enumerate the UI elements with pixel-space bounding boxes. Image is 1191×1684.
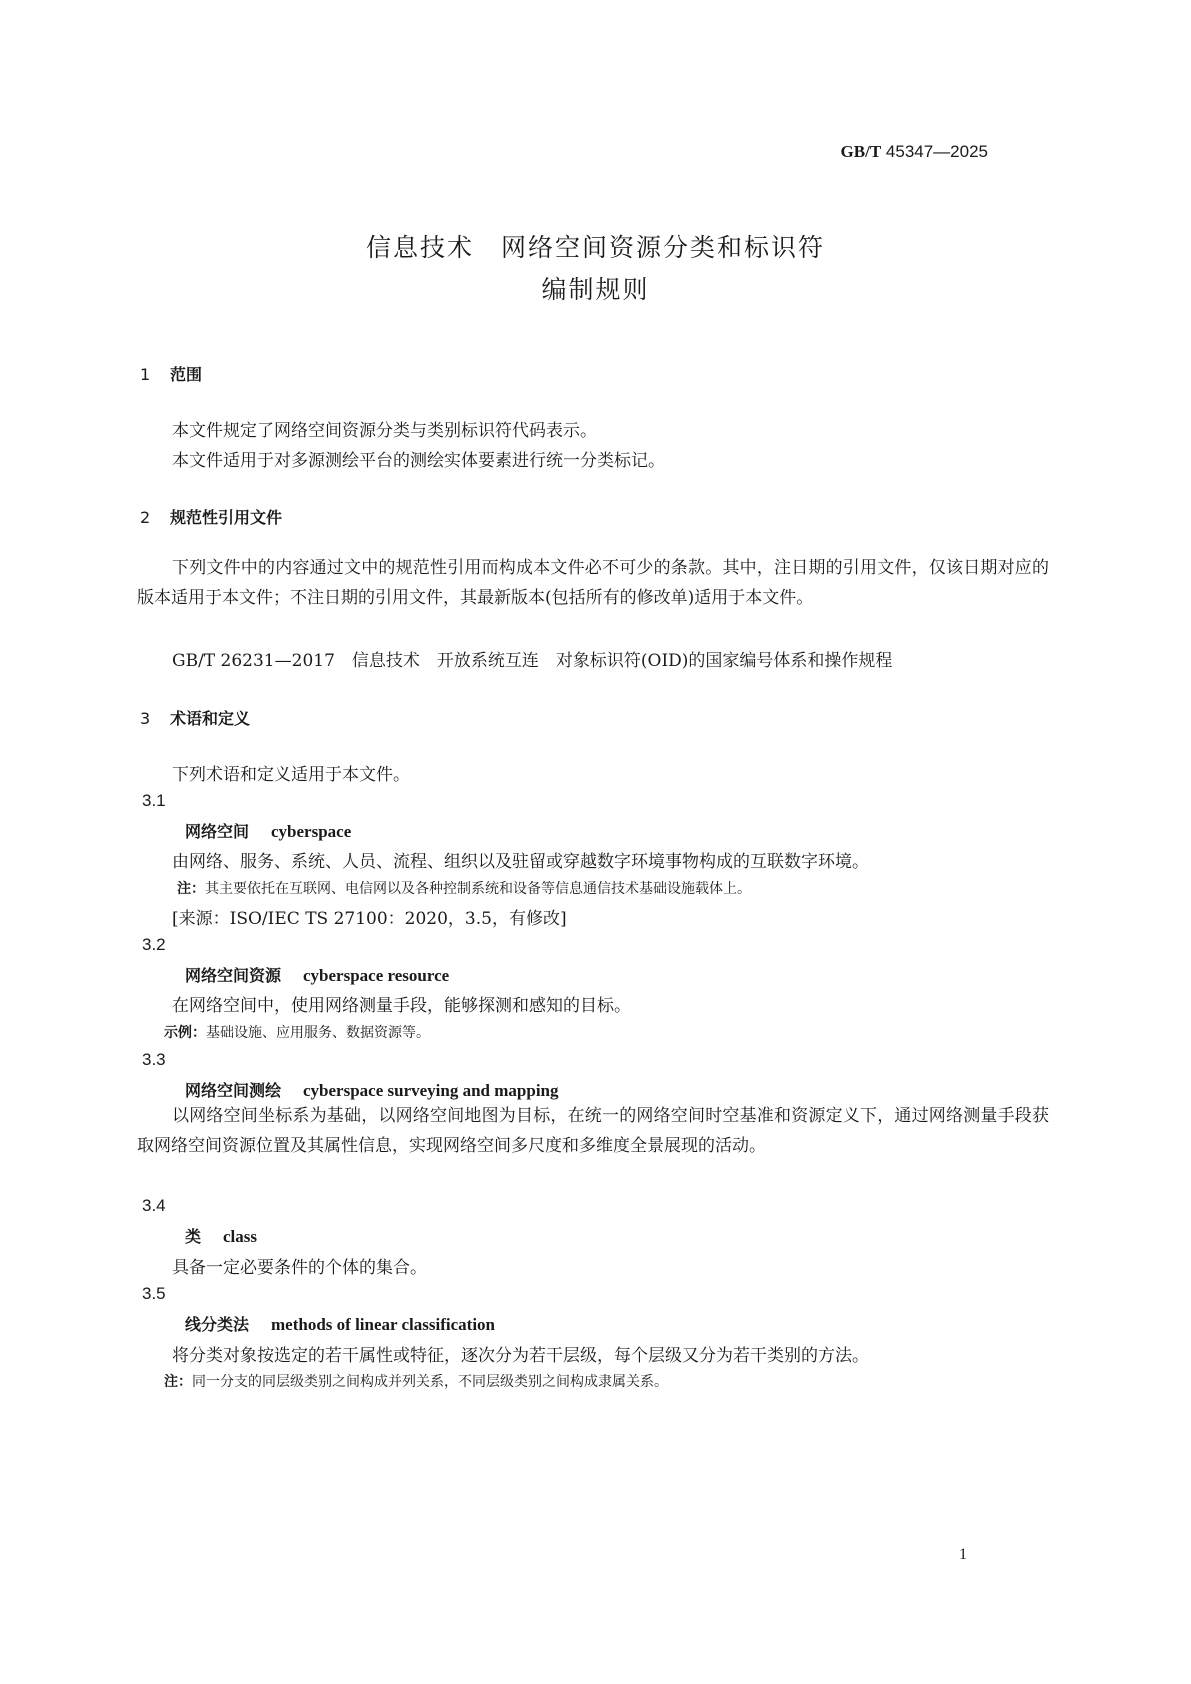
- term-note: [177, 878, 751, 898]
- paragraph: 下列文件中的内容通过文中的规范性引用而构成本文件必不可少的条款。其中，注日期的引用文件，仅该日期对应的版本适用于本文件；不注日期的引用文件，其最新版本(包括所有的修改单)适用于本文件。: [137, 558, 1049, 608]
- section-number: 2: [140, 508, 151, 527]
- page-number: 1: [959, 1546, 967, 1563]
- section-title: 术语和定义: [170, 709, 251, 728]
- example-label: 示例：: [164, 1025, 206, 1041]
- term-number: 3.1: [142, 791, 166, 810]
- term-number: 3.3: [142, 1050, 166, 1069]
- note-text: 同一分支的同层级类别之间构成并列关系，不同层级类别之间构成隶属关系。: [192, 1374, 668, 1390]
- term-definition: 以网络空间坐标系为基础，以网络空间地图为目标，在统一的网络空间时空基准和资源定义下，通过网络测量手段获取网络空间资源位置及其属性信息，实现网络空间多尺度和多维度全景展现的活动。: [137, 1106, 1049, 1156]
- term-number: 3.5: [142, 1284, 166, 1303]
- paragraph: 本文件规定了网络空间资源分类与类别标识符代码表示。: [172, 421, 597, 441]
- paragraph: 本文件适用于对多源测绘平台的测绘实体要素进行统一分类标记。: [172, 451, 665, 471]
- standard-number: 45347—2025: [885, 142, 988, 161]
- term-cn: 网络空间资源: [185, 966, 282, 985]
- section-title: 范围: [170, 365, 203, 384]
- term-number: 3.4: [142, 1196, 166, 1215]
- standard-code: [841, 142, 988, 162]
- section-title: 规范性引用文件: [170, 508, 283, 527]
- term-number: 3.2: [142, 935, 166, 954]
- section-number: 1: [140, 365, 151, 384]
- example-text: 基础设施、应用服务、数据资源等。: [206, 1025, 430, 1041]
- term-definition: 由网络、服务、系统、人员、流程、组织以及驻留或穿越数字环境事物构成的互联数字环境。: [172, 852, 869, 872]
- term-entry: [185, 963, 449, 986]
- term-example: [164, 1022, 430, 1042]
- term-cn: 网络空间: [185, 822, 250, 841]
- section-number: 3: [140, 709, 151, 728]
- term-en: cyberspace resource: [303, 966, 450, 985]
- term-definition: 具备一定必要条件的个体的集合。: [172, 1258, 427, 1278]
- term-definition: 在网络空间中，使用网络测量手段，能够探测和感知的目标。: [172, 996, 631, 1016]
- term-en: methods of linear classification: [271, 1315, 495, 1334]
- term-cn: 类: [185, 1227, 202, 1246]
- document-title-line2: 编制规则: [541, 275, 650, 304]
- term-cn: 网络空间测绘: [185, 1081, 282, 1100]
- note-label: 注：: [164, 1374, 192, 1390]
- term-entry: [185, 819, 351, 842]
- term-definition: 将分类对象按选定的若干属性或特征，逐次分为若干层级，每个层级又分为若干类别的方法。: [172, 1346, 869, 1366]
- term-en: cyberspace: [271, 822, 352, 841]
- term-entry: [185, 1224, 257, 1247]
- note-label: 注：: [177, 881, 205, 897]
- normative-reference: GB/T 26231—2017 信息技术 开放系统互连 对象标识符(OID)的国家编号体系和操作规程: [172, 651, 893, 671]
- section-3-heading: [140, 706, 250, 729]
- term-source: [来源：ISO/IEC TS 27100：2020，3.5，有修改]: [172, 909, 567, 929]
- standard-prefix: GB/T: [840, 142, 882, 161]
- term-cn: 线分类法: [185, 1315, 250, 1334]
- term-en: cyberspace surveying and mapping: [303, 1081, 559, 1100]
- paragraph: 下列术语和定义适用于本文件。: [172, 765, 410, 785]
- section-1-heading: [140, 362, 202, 385]
- term-en: class: [223, 1227, 258, 1246]
- document-title-line1: 信息技术 网络空间资源分类和标识符: [365, 233, 825, 262]
- section-2-heading: [140, 505, 282, 528]
- term-entry: [185, 1312, 495, 1335]
- term-note: [164, 1371, 668, 1391]
- term-entry: [185, 1078, 559, 1101]
- note-text: 其主要依托在互联网、电信网以及各种控制系统和设备等信息通信技术基础设施载体上。: [205, 881, 751, 897]
